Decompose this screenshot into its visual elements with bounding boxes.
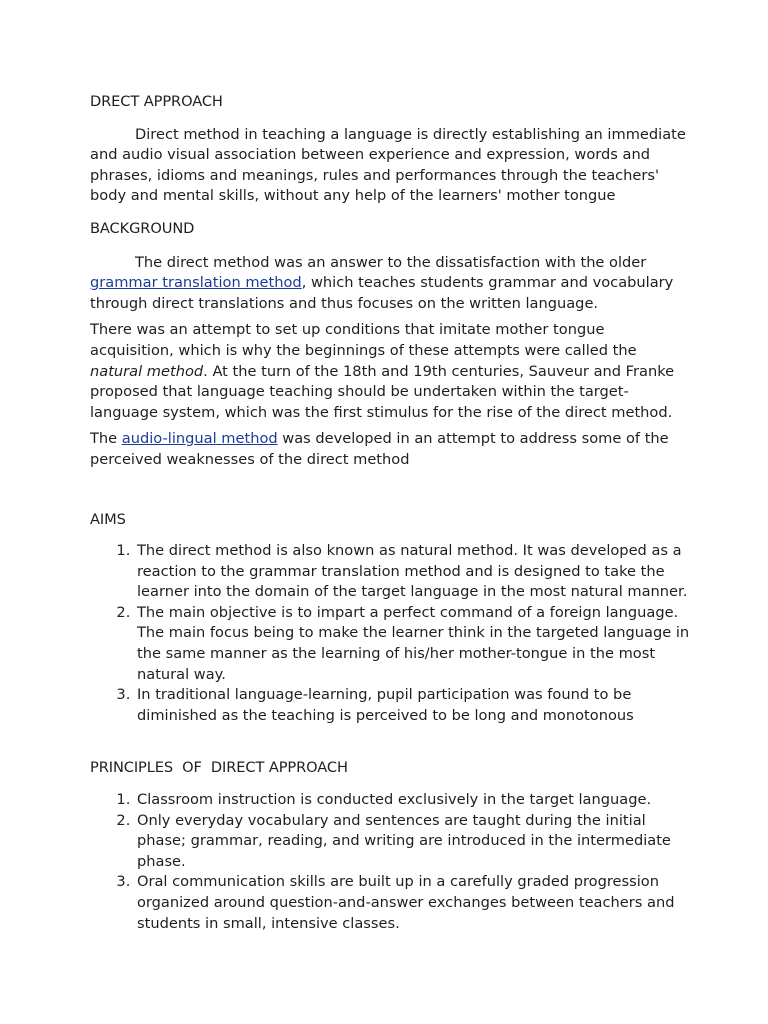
- list-item: 2. Only everyday vocabulary and sentences are taught during the initial phase; grammar, reading, and writing are introduced in the intermediate phase.: [135, 811, 690, 873]
- heading-principles: PRINCIPLES OF DIRECT APPROACH: [90, 759, 348, 777]
- list-item: 1. The direct method is also known as natural method. It was developed as a reaction to the grammar translation method and is designed to take the learner into the domain of the target language in the most natural manner.: [135, 541, 690, 603]
- document-page: [90, 92, 690, 934]
- paragraph-text: was developed in an attempt to address some of the perceived weaknesses of the direct method: [90, 430, 669, 468]
- italic-natural-method: natural method: [90, 362, 204, 380]
- paragraph-text: There was an attempt to set up conditions that imitate mother tongue acquisition, which is why the beginnings of these attempts were called the: [90, 321, 637, 359]
- heading-direct-approach: DRECT APPROACH: [90, 93, 223, 110]
- aims-list: [90, 541, 690, 726]
- link-grammar-translation-method[interactable]: grammar translation method: [90, 274, 302, 292]
- paragraph-background-2: [90, 320, 690, 423]
- principles-list: [90, 790, 690, 934]
- paragraph-text: . At the turn of the 18th and 19th centuries, Sauveur and Franke proposed that language teaching should be undertaken within the target-language system, which was the first stimulus for the rise of the direct method.: [90, 362, 675, 421]
- paragraph-text: The: [90, 430, 122, 448]
- heading-background: BACKGROUND: [90, 219, 195, 237]
- list-item: 3. In traditional language-learning, pupil participation was found to be diminished as the teaching is perceived to be long and monotonous: [135, 685, 690, 726]
- heading-aims: AIMS: [90, 510, 126, 528]
- list-item: 3. Oral communication skills are built up in a carefully graded progression organized around question-and-answer exchanges between teachers and students in small, intensive classes.: [135, 872, 690, 934]
- paragraph-text: , which teaches students grammar and vocabulary through direct translations and thus focuses on the written language.: [90, 274, 674, 312]
- link-audio-lingual-method[interactable]: audio-lingual method: [121, 430, 278, 448]
- paragraph-background-3: [90, 429, 690, 470]
- list-item: 1. Classroom instruction is conducted exclusively in the target language.: [135, 790, 690, 811]
- paragraph-background-1: [90, 253, 690, 315]
- list-item: 2. The main objective is to impart a perfect command of a foreign language. The main focus being to make the learner think in the targeted language in the same manner as the learning of his/her mother-tongue in the most natural way.: [135, 603, 690, 685]
- paragraph-text: The direct method was an answer to the dissatisfaction with the older: [135, 253, 647, 271]
- paragraph-direct-method-definition: Direct method in teaching a language is directly establishing an immediate and audio visual association between experience and expression, words and phrases, idioms and meanings, rules and performances through the teachers' body and mental skills, without any help of the learners' mother tongue: [90, 125, 686, 205]
